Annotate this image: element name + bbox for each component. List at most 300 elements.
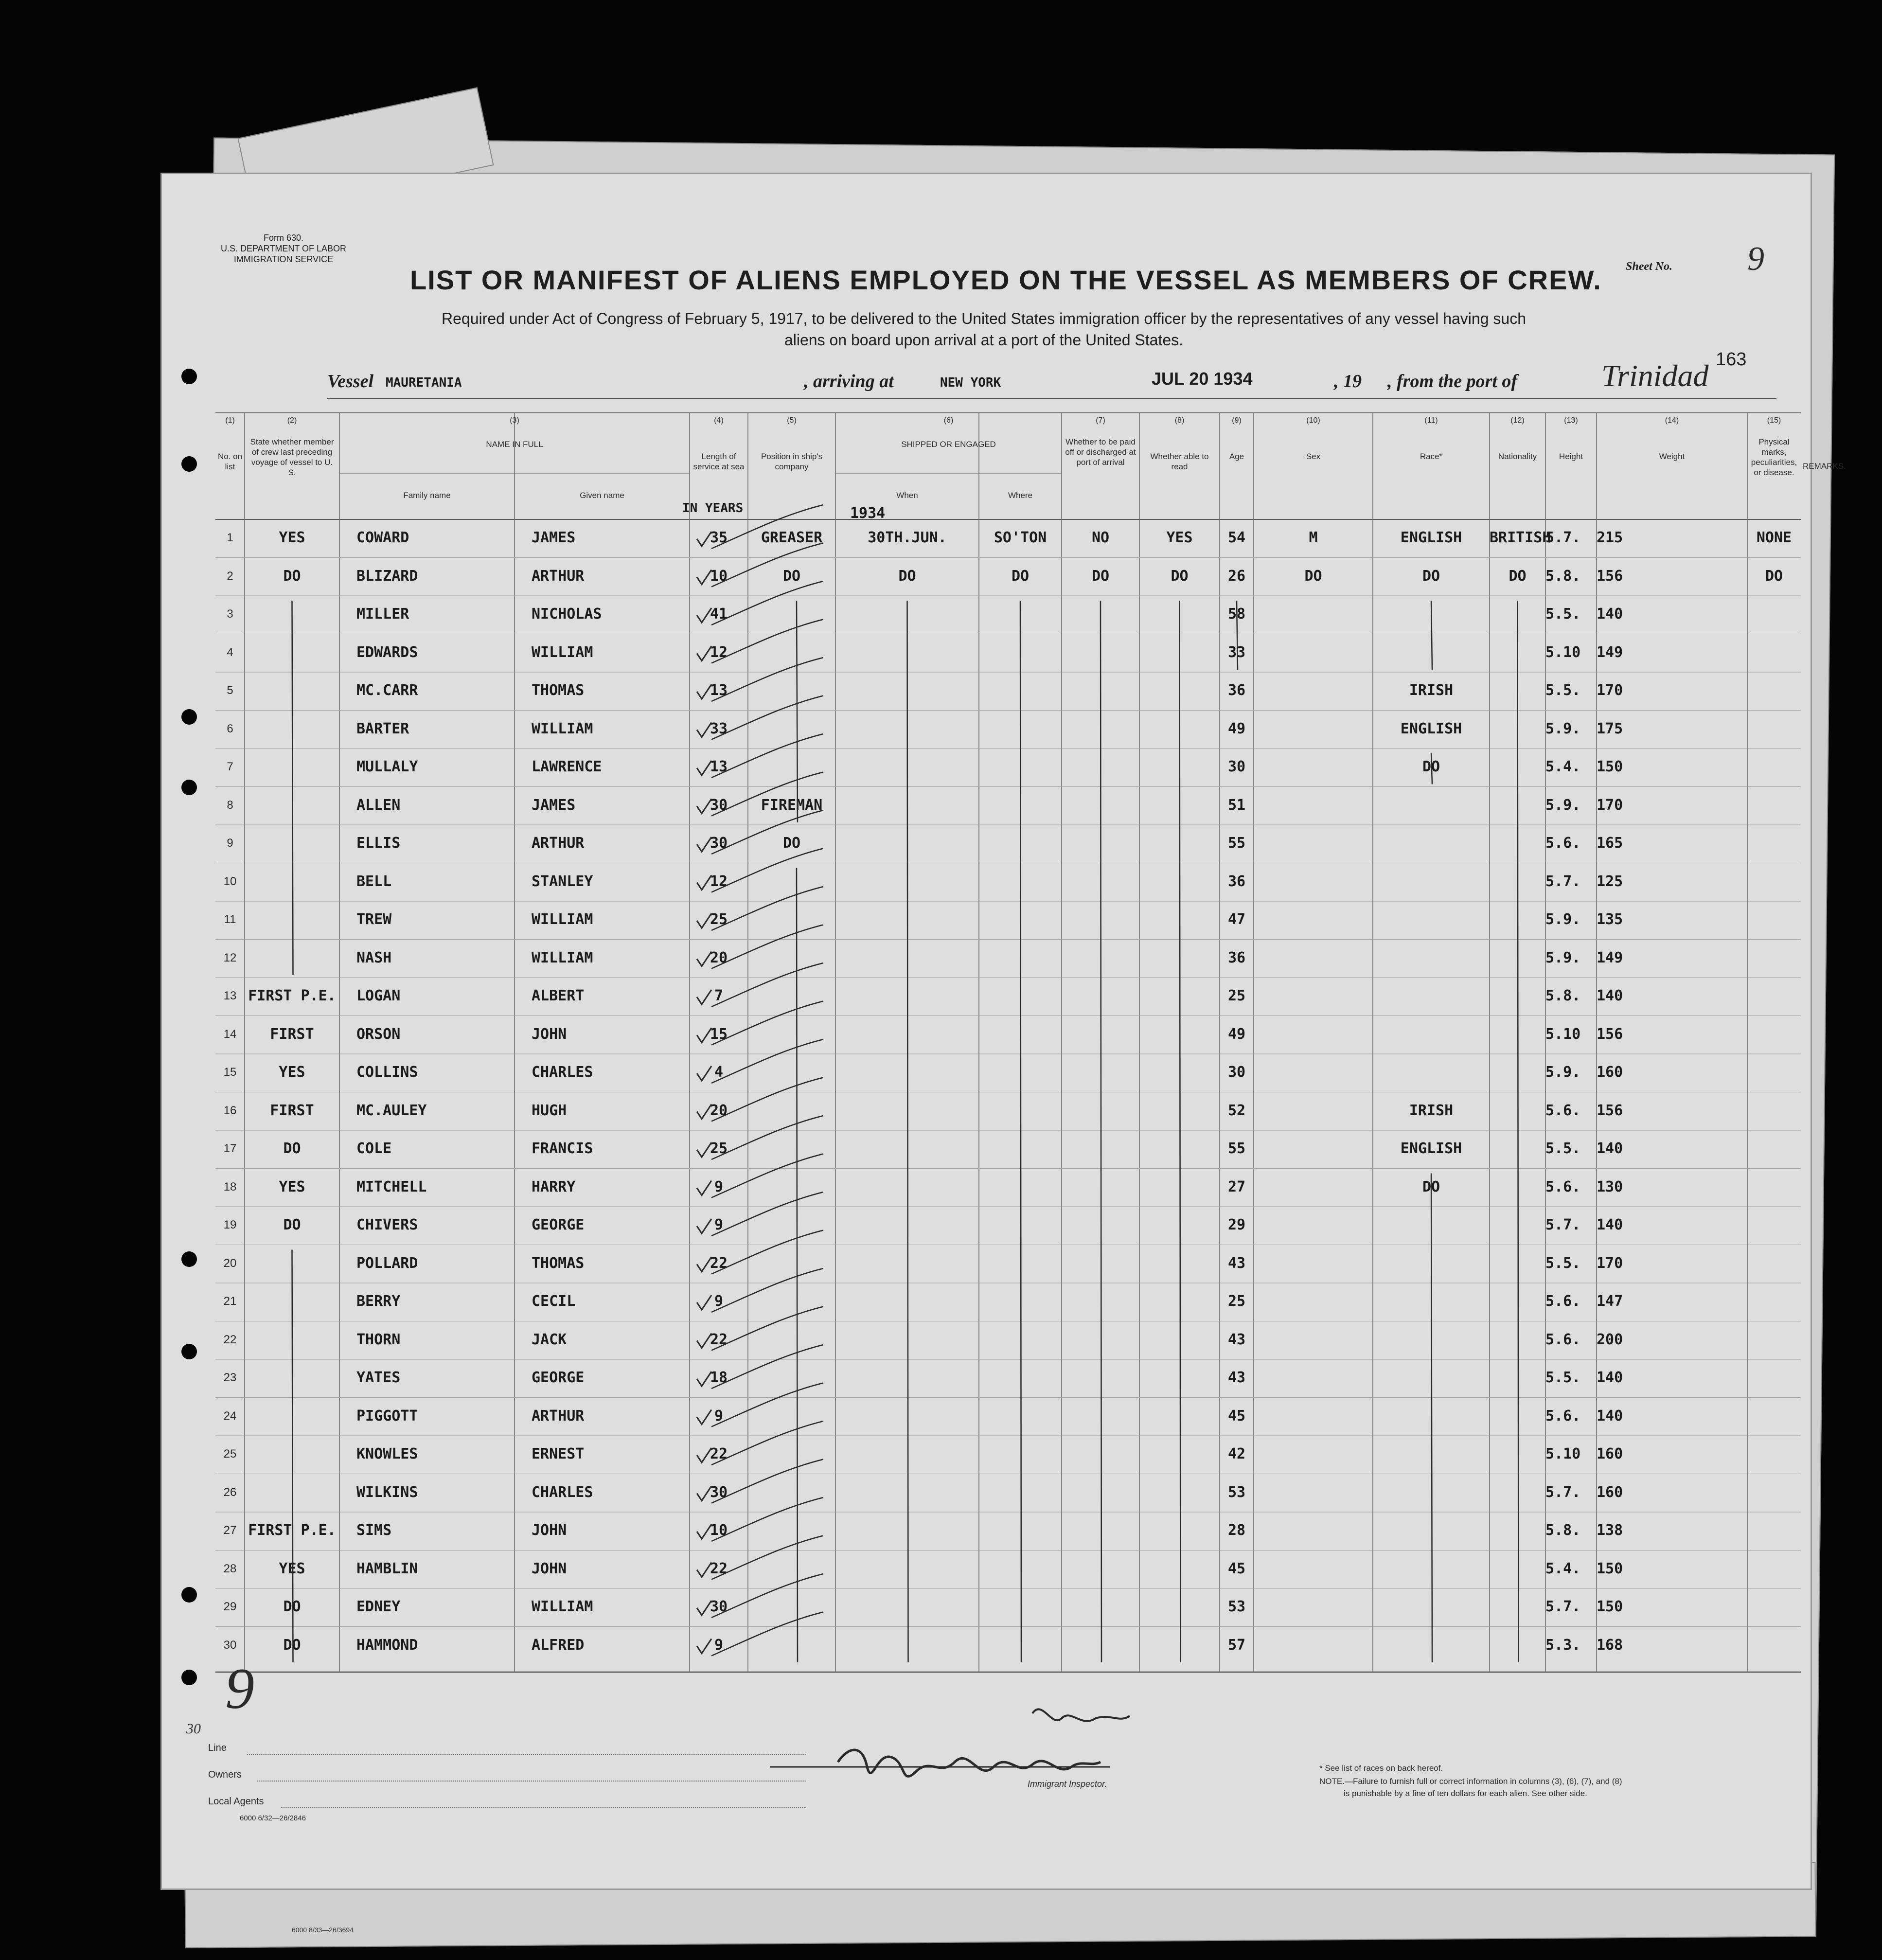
check-mark [697, 1410, 711, 1425]
cell-no: 12 [223, 951, 237, 964]
cell-age: 43 [1227, 1254, 1246, 1272]
cell-no: 30 [223, 1638, 237, 1652]
cell-family: ELLIS [356, 835, 401, 852]
column-number: (15) [1767, 416, 1781, 425]
cell-given: JACK [532, 1331, 567, 1348]
cell-no: 3 [227, 607, 233, 621]
cell-given: ARTHUR [532, 835, 585, 852]
cell-weight: 140 [1597, 606, 1623, 623]
cell-weight: 125 [1597, 873, 1623, 890]
pen-stroke [711, 1383, 823, 1427]
ditto-line [1518, 601, 1519, 1662]
cell-given: ALFRED [532, 1636, 585, 1654]
cell-service: 9 [714, 1178, 724, 1195]
column-header: NAME IN FULL [486, 440, 543, 449]
pen-stroke [711, 963, 823, 1007]
cell-weight: 140 [1597, 987, 1623, 1004]
cell-position: DO [782, 835, 801, 852]
cell-service: 22 [710, 1331, 728, 1348]
check-mark [697, 1066, 711, 1081]
cell-weight: 175 [1597, 720, 1623, 737]
cell-no: 26 [223, 1485, 237, 1499]
cell-given: JOHN [532, 1560, 567, 1577]
cell-prev: DO [283, 1140, 301, 1157]
cell-given: JAMES [532, 529, 576, 546]
footer-agents-rule [281, 1807, 806, 1808]
cell-age: 45 [1227, 1407, 1246, 1425]
pen-stroke [711, 505, 823, 549]
check-mark [697, 1105, 711, 1119]
cell-race: IRISH [1409, 1102, 1454, 1119]
column-subheader: Given name [580, 491, 624, 500]
cell-weight: 140 [1597, 1140, 1623, 1157]
manifest-sheet [160, 173, 1846, 1890]
cell-sex: DO [1304, 567, 1322, 585]
cell-position: FIREMAN [761, 796, 823, 814]
check-mark [697, 1448, 711, 1462]
cell-no: 29 [223, 1600, 237, 1613]
cell-family: WILKINS [356, 1483, 418, 1501]
column-subheader: Where [1008, 491, 1033, 500]
cell-nationality: DO [1509, 567, 1527, 585]
ditto-line [1431, 601, 1432, 670]
cell-prev: FIRST [270, 1025, 314, 1043]
cell-height: 5.9. [1545, 1064, 1581, 1081]
pen-stroke [711, 1536, 823, 1580]
cell-no: 21 [223, 1295, 237, 1308]
cell-age: 55 [1227, 1140, 1246, 1157]
cell-service: 41 [710, 606, 728, 623]
cell-family: PIGGOTT [356, 1407, 418, 1425]
cell-prev: DO [283, 1598, 301, 1615]
punch-hole [181, 1251, 197, 1267]
column-number: (6) [943, 416, 954, 425]
cell-no: 15 [223, 1066, 237, 1079]
cell-when: 30TH.JUN. [868, 529, 947, 546]
cell-height: 5.8. [1545, 987, 1581, 1004]
punch-hole [181, 1670, 197, 1685]
cell-no: 28 [223, 1562, 237, 1575]
cell-given: THOMAS [532, 682, 585, 699]
cell-prev: YES [279, 1064, 305, 1081]
ditto-line [907, 601, 908, 1662]
cell-family: POLLARD [356, 1254, 418, 1272]
form-block [211, 232, 356, 265]
cell-height: 5.9. [1545, 720, 1581, 737]
check-mark [697, 1142, 711, 1157]
cell-family: SIMS [356, 1522, 392, 1539]
cell-weight: 165 [1597, 835, 1623, 852]
cell-age: 45 [1227, 1560, 1246, 1577]
cell-age: 36 [1227, 949, 1246, 966]
cell-race: ENGLISH [1400, 529, 1462, 546]
check-mark [697, 608, 711, 623]
check-mark [697, 532, 711, 546]
column-header: Length of service at sea [693, 452, 745, 471]
cell-family: YATES [356, 1369, 401, 1386]
pen-stroke [711, 543, 823, 587]
cell-no: 10 [223, 874, 237, 888]
note-races: * See list of races on back hereof. [1319, 1764, 1443, 1773]
cell-age: 36 [1227, 873, 1246, 890]
cell-family: BLIZARD [356, 567, 418, 585]
cell-no: 5 [227, 684, 233, 697]
check-mark [697, 1257, 711, 1272]
ditto-line [1180, 601, 1181, 1662]
cell-service: 4 [714, 1064, 724, 1081]
cell-age: 49 [1227, 720, 1246, 737]
cell-service: 10 [710, 1522, 728, 1539]
check-mark [697, 646, 711, 661]
cell-marks: NONE [1756, 529, 1792, 546]
cell-service: 12 [710, 643, 728, 661]
check-mark [697, 761, 711, 775]
cell-prev: DO [283, 567, 301, 585]
cell-given: HARRY [532, 1178, 576, 1195]
cell-nationality: BRITISH [1490, 529, 1551, 546]
cell-no: 7 [227, 760, 233, 773]
cell-height: 5.6. [1545, 1331, 1581, 1348]
cell-weight: 156 [1597, 1025, 1623, 1043]
cell-age: 58 [1227, 606, 1246, 623]
cell-prev: YES [279, 1560, 305, 1577]
note-penalty-line2: is punishable by a fine of ten dollars for each alien. See other side. [1344, 1789, 1587, 1798]
date-stamp: JUL 20 1934 [1152, 369, 1253, 389]
cell-given: CECIL [532, 1293, 576, 1310]
cell-height: 5.8. [1545, 567, 1581, 585]
year-label: , 19 [1334, 371, 1362, 392]
cell-height: 5.7. [1545, 1483, 1581, 1501]
footer-owners-rule [257, 1781, 806, 1782]
cell-given: HUGH [532, 1102, 567, 1119]
cell-weight: 170 [1597, 682, 1623, 699]
footer-owners-label: Owners [208, 1769, 242, 1780]
service-unit-label: IN YEARS [682, 501, 744, 516]
column-header: Height [1559, 452, 1583, 461]
cell-no: 18 [223, 1180, 237, 1194]
cell-age: 51 [1227, 796, 1246, 814]
cell-family: KNOWLES [356, 1445, 418, 1462]
check-mark [697, 990, 711, 1004]
cell-age: 52 [1227, 1102, 1246, 1119]
cell-height: 5.4. [1545, 1560, 1581, 1577]
cell-no: 22 [223, 1333, 237, 1346]
cell-family: ORSON [356, 1025, 401, 1043]
cell-given: GEORGE [532, 1216, 585, 1233]
cell-sex: M [1309, 529, 1318, 546]
underlying-print-code: 6000 8/33—26/3694 [292, 1926, 354, 1934]
cell-height: 5.6. [1545, 1102, 1581, 1119]
cell-age: 27 [1227, 1178, 1246, 1195]
pen-stroke [711, 734, 823, 778]
cell-no: 20 [223, 1256, 237, 1270]
cell-family: ALLEN [356, 796, 401, 814]
punch-hole [181, 369, 197, 384]
cell-read: DO [1171, 567, 1189, 585]
pen-stroke [711, 620, 823, 663]
pen-stroke [711, 887, 823, 930]
cell-given: FRANCIS [532, 1140, 593, 1157]
cell-no: 13 [223, 989, 237, 1002]
cell-age: 30 [1227, 758, 1246, 775]
cell-height: 5.9. [1545, 949, 1581, 966]
cell-weight: 130 [1597, 1178, 1623, 1195]
cell-family: MILLER [356, 606, 409, 623]
column-number: (1) [225, 416, 235, 425]
column-number: (8) [1174, 416, 1185, 425]
cell-given: ERNEST [532, 1445, 585, 1462]
cell-weight: 200 [1597, 1331, 1623, 1348]
cell-age: 55 [1227, 835, 1246, 852]
punch-hole [181, 1344, 197, 1359]
pen-stroke [711, 772, 823, 816]
column-header: Race* [1420, 452, 1443, 461]
cell-age: 53 [1227, 1598, 1246, 1615]
inspector-label: Immigrant Inspector. [1028, 1779, 1107, 1789]
column-header: Sex [1306, 452, 1321, 461]
sheet-number: 9 [1747, 240, 1764, 278]
cell-no: 23 [223, 1371, 237, 1384]
page-title: LIST OR MANIFEST OF ALIENS EMPLOYED ON THE VESSEL AS MEMBERS OF CREW. [410, 265, 1602, 295]
cell-age: 42 [1227, 1445, 1246, 1462]
column-number: (12) [1510, 416, 1525, 425]
pen-stroke [711, 849, 823, 892]
column-number: (11) [1424, 416, 1438, 425]
cell-age: 25 [1227, 1293, 1246, 1310]
pen-stroke [711, 1001, 823, 1045]
handwritten-total: 30 [186, 1721, 201, 1737]
cell-position: DO [782, 567, 801, 585]
cell-position: GREASER [761, 529, 823, 546]
cell-height: 5.9. [1545, 911, 1581, 928]
cell-service: 15 [710, 1025, 728, 1043]
cell-service: 35 [710, 529, 728, 546]
cell-weight: 149 [1597, 643, 1623, 661]
pen-stroke [711, 1230, 823, 1274]
ditto-line [1020, 601, 1021, 1662]
inspector-signature [760, 1694, 1246, 1811]
note-penalty-line1: NOTE.—Failure to furnish full or correct information in columns (3), (6), (7), and (8) [1319, 1777, 1622, 1786]
cell-age: 54 [1227, 529, 1246, 546]
column-header: REMARKS. [1803, 462, 1846, 471]
cell-height: 5.7. [1545, 529, 1581, 546]
arriving-label: , arriving at [804, 371, 894, 392]
column-header: Physical marks, peculiarities, or disease. [1751, 437, 1797, 477]
check-mark [697, 1639, 711, 1654]
cell-service: 9 [714, 1293, 724, 1310]
cell-weight: 170 [1597, 796, 1623, 814]
cell-no: 6 [227, 722, 233, 735]
ditto-line [1431, 753, 1432, 784]
cell-age: 49 [1227, 1025, 1246, 1043]
cell-given: JOHN [532, 1522, 567, 1539]
pen-stroke [711, 1268, 823, 1312]
cell-prev: FIRST [270, 1102, 314, 1119]
cell-weight: 149 [1597, 949, 1623, 966]
column-subheader: When [896, 491, 918, 500]
cell-age: 33 [1227, 643, 1246, 661]
pen-stroke [711, 1612, 823, 1656]
ditto-line [292, 601, 293, 975]
cell-given: GEORGE [532, 1369, 585, 1386]
pen-stroke [711, 1460, 823, 1503]
pen-stroke [711, 1154, 823, 1198]
cell-height: 5.4. [1545, 758, 1581, 775]
cell-no: 27 [223, 1524, 237, 1537]
pen-stroke [711, 696, 823, 740]
cell-service: 30 [710, 835, 728, 852]
ditto-line [1237, 601, 1238, 670]
cell-age: 57 [1227, 1636, 1246, 1654]
cell-weight: 150 [1597, 758, 1623, 775]
cell-service: 22 [710, 1445, 728, 1462]
cell-family: BERRY [356, 1293, 401, 1310]
cell-no: 2 [227, 569, 233, 583]
cell-family: NASH [356, 949, 392, 966]
cell-height: 5.8. [1545, 1522, 1581, 1539]
cell-given: THOMAS [532, 1254, 585, 1272]
cell-weight: 168 [1597, 1636, 1623, 1654]
column-number: (10) [1306, 416, 1320, 425]
cell-height: 5.5. [1545, 606, 1581, 623]
cell-no: 25 [223, 1447, 237, 1461]
cell-family: COLE [356, 1140, 392, 1157]
crew-manifest-table [215, 412, 1846, 1711]
cell-age: 47 [1227, 911, 1246, 928]
ditto-line [797, 601, 798, 822]
pen-stroke [711, 1039, 823, 1083]
cell-service: 9 [714, 1407, 724, 1425]
cell-age: 29 [1227, 1216, 1246, 1233]
cell-prev: FIRST P.E. [248, 1522, 336, 1539]
cell-service: 20 [710, 949, 728, 966]
cell-service: 7 [714, 987, 724, 1004]
column-header: State whether member of crew last preceding voyage of vessel to U. S. [250, 437, 334, 477]
cell-prev: YES [279, 1178, 305, 1195]
cell-prev: FIRST P.E. [248, 987, 336, 1004]
cell-family: EDNEY [356, 1598, 401, 1615]
pen-stroke [711, 1497, 823, 1541]
cell-family: COWARD [356, 529, 409, 546]
cell-service: 13 [710, 682, 728, 699]
cell-service: 25 [710, 911, 728, 928]
department-label: U.S. DEPARTMENT OF LABOR [220, 244, 347, 253]
cell-given: CHARLES [532, 1064, 593, 1081]
cell-no: 17 [223, 1142, 237, 1155]
cell-weight: 160 [1597, 1064, 1623, 1081]
arriving-port: NEW YORK [940, 375, 1001, 390]
cell-height: 5.10 [1545, 1445, 1581, 1462]
cell-weight: 150 [1597, 1560, 1623, 1577]
cell-weight: 140 [1597, 1407, 1623, 1425]
ditto-line [1431, 1174, 1432, 1663]
from-port-handwritten: Trinidad [1601, 358, 1709, 393]
shipped-year: 1934 [850, 505, 886, 522]
column-header: Weight [1659, 452, 1685, 461]
pen-stroke [711, 810, 823, 854]
cell-family: EDWARDS [356, 643, 418, 661]
cell-read: YES [1166, 529, 1193, 546]
cell-weight: 150 [1597, 1598, 1623, 1615]
cell-family: HAMBLIN [356, 1560, 418, 1577]
check-mark [697, 875, 711, 890]
cell-weight: 160 [1597, 1483, 1623, 1501]
footer-line-label: Line [208, 1743, 227, 1753]
handwritten-count: 9 [225, 1656, 254, 1721]
cell-height: 5.3. [1545, 1636, 1581, 1654]
punch-hole [181, 1587, 197, 1603]
cell-age: 28 [1227, 1522, 1246, 1539]
check-mark [697, 952, 711, 966]
cell-age: 43 [1227, 1331, 1246, 1348]
cell-height: 5.7. [1545, 1216, 1581, 1233]
column-header: Age [1229, 452, 1244, 461]
service-label: IMMIGRATION SERVICE [233, 254, 334, 264]
check-mark [697, 1563, 711, 1577]
cell-family: LOGAN [356, 987, 401, 1004]
cell-no: 8 [227, 798, 233, 812]
pen-stroke [711, 1574, 823, 1618]
cell-family: BELL [356, 873, 392, 890]
cell-no: 4 [227, 645, 233, 659]
check-mark [697, 837, 711, 852]
cell-weight: 138 [1597, 1522, 1623, 1539]
cell-given: WILLIAM [532, 949, 593, 966]
cell-given: STANLEY [532, 873, 593, 890]
cell-service: 12 [710, 873, 728, 890]
cell-weight: 140 [1597, 1216, 1623, 1233]
cell-weight: 215 [1597, 529, 1623, 546]
cell-no: 11 [224, 913, 236, 926]
pen-stroke [711, 581, 823, 625]
cell-race: DO [1422, 567, 1440, 585]
cell-age: 53 [1227, 1483, 1246, 1501]
cell-weight: 147 [1597, 1293, 1623, 1310]
column-subheader: Family name [403, 491, 451, 500]
cell-given: WILLIAM [532, 720, 593, 737]
cell-age: 26 [1227, 567, 1246, 585]
cell-height: 5.6. [1545, 835, 1581, 852]
cell-weight: 140 [1597, 1369, 1623, 1386]
cell-family: CHIVERS [356, 1216, 418, 1233]
cell-given: WILLIAM [532, 643, 593, 661]
check-mark [697, 684, 711, 699]
check-mark [697, 1372, 711, 1386]
column-number: (2) [287, 416, 297, 425]
cell-prev: DO [283, 1216, 301, 1233]
cell-height: 5.7. [1545, 1598, 1581, 1615]
cell-height: 5.5. [1545, 1140, 1581, 1157]
cell-height: 5.5. [1545, 1254, 1581, 1272]
cell-height: 5.5. [1545, 682, 1581, 699]
cell-given: JAMES [532, 796, 576, 814]
cell-no: 24 [223, 1409, 237, 1423]
cell-paid: DO [1091, 567, 1110, 585]
cell-prev: YES [279, 529, 305, 546]
cell-service: 33 [710, 720, 728, 737]
handwritten-marks [215, 412, 1801, 1711]
footer-print-code: 6000 6/32—26/2846 [240, 1814, 306, 1822]
cell-weight: 156 [1597, 1102, 1623, 1119]
vessel-label: Vessel [327, 371, 373, 392]
cell-no: 19 [223, 1218, 237, 1231]
cell-where: SO'TON [994, 529, 1047, 546]
column-number: (5) [787, 416, 797, 425]
column-header: Nationality [1498, 452, 1537, 461]
check-mark [697, 913, 711, 928]
column-number: (14) [1665, 416, 1679, 425]
cell-height: 5.10 [1545, 643, 1581, 661]
